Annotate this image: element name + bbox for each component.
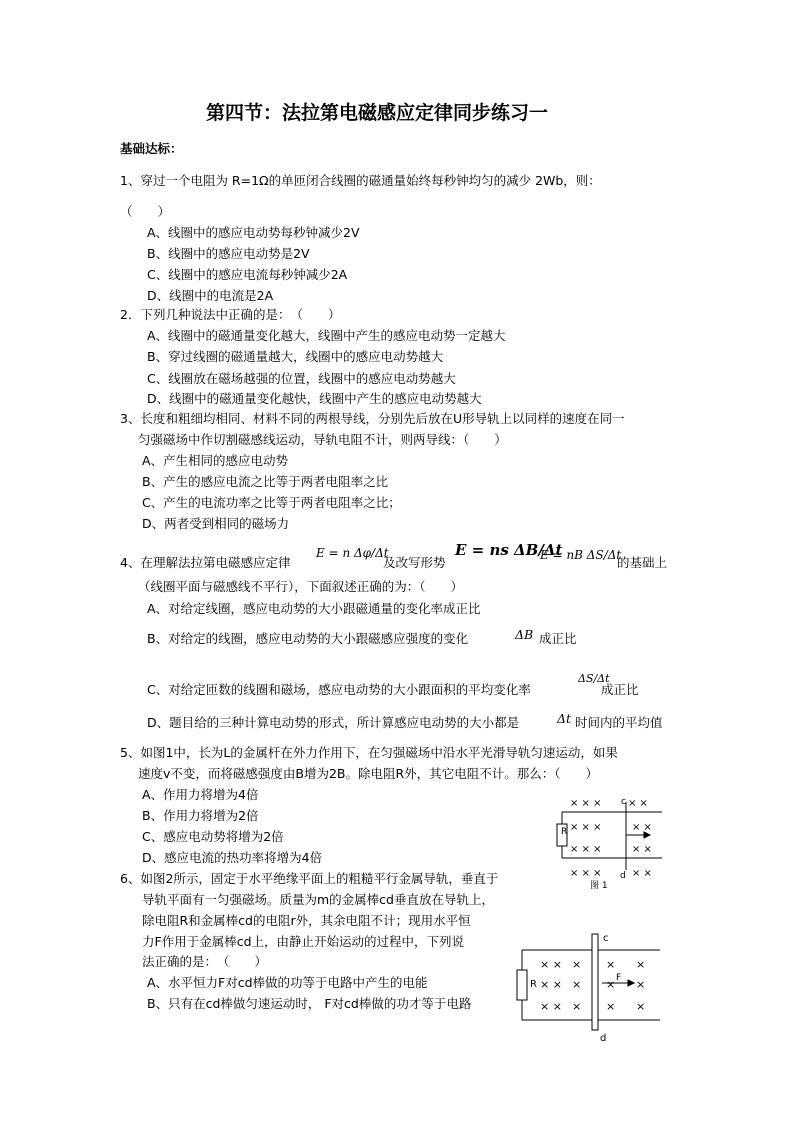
q4-option-a: A、对给定线圈，感应电动势的大小跟磁通量的变化率成正比: [147, 601, 481, 616]
q2-option-a: A、线圈中的磁通量变化越大，线圈中产生的感应电动势一定越大: [147, 328, 506, 343]
q1-option-c: C、线圈中的感应电流每秒钟减少2A: [147, 267, 348, 282]
q1-option-d: D、线圈中的电流是2A: [147, 288, 274, 303]
q4-option-b-part1: B、对给定的线圈，感应电动势的大小跟磁感应强度的变化: [147, 631, 469, 646]
svg-text:× × ×: × × ×: [570, 798, 602, 809]
q5-option-d: D、感应电流的热功率将增为4倍: [142, 850, 323, 865]
svg-text:×: ×: [572, 978, 582, 991]
q4-formula-1: E = n Δφ/Δt: [316, 546, 389, 560]
figure-2-f-label: F: [616, 973, 622, 983]
q4-option-c-part2: 成正比: [601, 682, 639, 697]
svg-text:×: ×: [606, 978, 616, 991]
q5-stem-line1: 5、如图1中，长为L的金属杆在外力作用下，在匀强磁场中沿水平光滑导轨匀速运动，如果: [120, 745, 618, 760]
figure-1-r-label: R: [561, 827, 568, 837]
q4-option-d-part1: D、题目给的三种计算电动势的形式，所计算感应电动势的大小都是: [147, 715, 520, 730]
svg-text:× ×: × ×: [540, 958, 562, 971]
q2-option-d: D、线圈中的磁通量变化越快，线圈中产生的感应电动势越大: [147, 391, 482, 406]
figure-2-r-label: R: [530, 979, 537, 990]
svg-text:×: ×: [572, 1000, 582, 1013]
q4-stem-part3: 的基础上: [617, 555, 668, 570]
figure-1-c-label: c: [621, 797, 626, 807]
svg-text:×: ×: [636, 958, 646, 971]
figure-1-caption: 图 1: [590, 881, 608, 891]
figure-1-diagram: [540, 790, 670, 895]
q2-stem: 2．下列几种说法中正确的是： （ ）: [120, 307, 341, 322]
q1-option-b: B、线圈中的感应电动势是2V: [147, 246, 310, 261]
q3-option-a: A、产生相同的感应电动势: [142, 453, 289, 468]
q3-option-b: B、产生的感应电流之比等于两者电阻率之比: [142, 474, 389, 489]
q4-option-c-formula: ΔS/Δt: [578, 672, 610, 685]
svg-text:×: ×: [636, 978, 646, 991]
figure-2-diagram: [510, 928, 672, 1044]
q5-stem-line2: 速度v不变，而将磁感强度由B增为2B。除电阻R外，其它电阻不计。那么：（ ）: [138, 766, 598, 781]
svg-text:× × ×: × × ×: [570, 822, 602, 833]
q4-stem-line2: （线圈平面与磁感线不平行），下面叙述正确的为：（ ）: [138, 579, 464, 594]
q5-option-a: A、作用力将增为4倍: [142, 787, 259, 802]
svg-text:×: ×: [572, 958, 582, 971]
q3-option-d: D、两者受到相同的磁场力: [142, 516, 290, 531]
q6-stem-line3: 除电阻R和金属棒cd的电阻r外，其余电阻不计；现用水平恒: [142, 913, 471, 928]
q4-formula-3: E = nB ΔS/Δt: [540, 548, 622, 562]
q4-formula-2: E = ns ΔB/Δt: [455, 541, 563, 559]
q2-option-b: B、穿过线圈的磁通量越大，线圈中的感应电动势越大: [147, 349, 444, 364]
q4-option-d-formula: Δt: [557, 711, 572, 726]
svg-text:×: ×: [606, 1000, 616, 1013]
q6-stem-line4: 力F作用于金属棒cd上，由静止开始运动的过程中，下列说: [142, 934, 464, 949]
figure-2-d-label: d: [600, 1033, 607, 1044]
section-heading: 基础达标：: [120, 141, 183, 156]
svg-text:×: ×: [606, 958, 616, 971]
q6-stem-line5: 法正确的是： （ ）: [142, 954, 268, 969]
svg-text:× × ×: × × ×: [570, 844, 602, 855]
figure-2-c-label: c: [603, 933, 609, 944]
q3-stem-line2: 匀强磁场中作切割磁感线运动，导轨电阻不计，则两导线：（ ）: [138, 432, 507, 447]
q3-stem-line1: 3、长度和粗细均相同、材料不同的两根导线，分别先后放在U形导轨上以同样的速度在同一: [120, 411, 625, 426]
svg-text:× × ×: × × ×: [570, 868, 602, 879]
q5-option-b: B、作用力将增为2倍: [142, 808, 259, 823]
q6-stem-line1: 6、如图2所示，固定于水平绝缘平面上的粗糙平行金属导轨，垂直于: [120, 871, 499, 886]
q2-option-c: C、线圈放在磁场越强的位置，线圈中的感应电动势越大: [147, 371, 456, 386]
q4-option-b-part2: 成正比: [539, 631, 577, 646]
page-title: 第四节：法拉第电磁感应定律同步练习一: [206, 102, 549, 124]
figure-1-d-label: d: [620, 871, 626, 881]
q6-option-a: A、水平恒力F对cd棒做的功等于电路中产生的电能: [147, 975, 428, 990]
q4-option-c-part1: C、对给定匝数的线圈和磁场，感应电动势的大小跟面积的平均变化率: [147, 682, 531, 697]
svg-text:× ×: × ×: [628, 798, 648, 809]
svg-text:×: ×: [636, 1000, 646, 1013]
svg-text:× ×: × ×: [632, 868, 652, 879]
svg-text:× ×: × ×: [540, 978, 562, 991]
svg-text:× ×: × ×: [632, 822, 652, 833]
q1-stem: 1、穿过一个电阻为 R=1Ω的单匝闭合线圈的磁通量始终每秒钟均匀的减少 2Wb，则：: [120, 173, 601, 188]
q5-option-c: C、感应电动势将增为2倍: [142, 829, 284, 844]
q3-option-c: C、产生的电流功率之比等于两者电阻率之比；: [142, 495, 401, 510]
q4-option-d-part2: 时间内的平均值: [575, 715, 663, 730]
svg-text:× ×: × ×: [540, 1000, 562, 1013]
q1-option-a: A、线圈中的感应电动势每秒钟减少2V: [147, 225, 360, 240]
q4-option-b-formula: ΔB: [515, 627, 534, 642]
q6-option-b: B、只有在cd棒做匀速运动时， F对cd棒做的功才等于电路: [147, 996, 472, 1011]
svg-text:× ×: × ×: [632, 844, 652, 855]
q1-bracket: （ ）: [120, 204, 171, 219]
q4-stem-part2: 及改写形势: [383, 555, 446, 570]
q6-stem-line2: 导轨平面有一匀强磁场。质量为m的金属棒cd垂直放在导轨上，: [142, 892, 494, 907]
q4-stem-part1: 4、在理解法拉第电磁感应定律: [120, 555, 291, 570]
